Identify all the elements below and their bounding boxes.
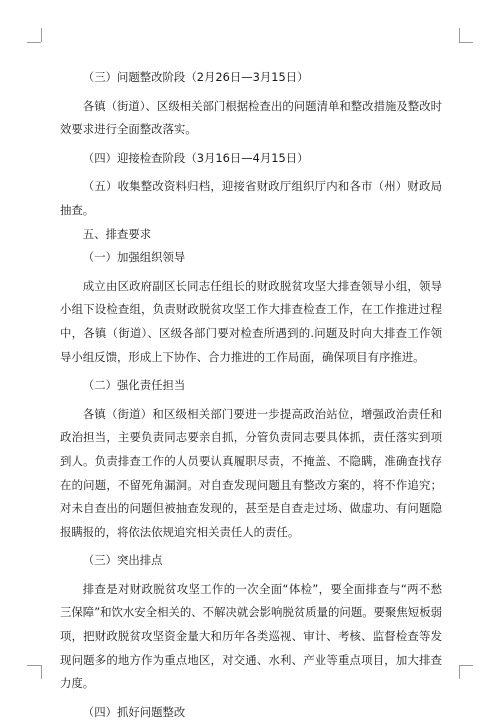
chapter-heading: 五、排查要求 — [82, 226, 152, 241]
section-heading: （五）收集整改资料归档，迎接省财政厅组织厅内和各市（州）财政局抽查。 — [60, 179, 442, 217]
section-heading: （四）迎接检查阶段（3月16日—4月15日） — [82, 150, 309, 165]
section-heading: （三）问题整改阶段（2月26日—3月15日） — [82, 70, 309, 84]
crop-mark-top-right — [459, 28, 460, 42]
crop-mark-bottom-left — [41, 665, 42, 679]
crop-mark-bottom-left — [27, 665, 41, 666]
section-heading: （二）强化责任担当 — [82, 378, 186, 393]
document-body — [60, 66, 442, 724]
crop-mark-top-left — [27, 42, 41, 43]
section-heading: （四）抓好问题整改 — [82, 704, 186, 719]
paragraph: 成立由区政府副区长同志任组长的财政脱贫攻坚大排查领导小组，领导小组下设检查组，负责财政脱贫攻坚工作大排查检查工作，在工作推进过程中，各镇（街道）、区级各部门要对检查所遇到的.问题及时向大排查工作领导小组反馈，形成上下协作、合力推进的工作局面，确保项目有序推进。 — [60, 278, 442, 364]
crop-mark-top-left — [41, 28, 42, 42]
section-heading: （一）加强组织领导 — [82, 250, 186, 265]
paragraph: 各镇（街道）和区级相关部门要进一步提高政治站位，增强政治责任和政治担当，主要负责同志要亲自抓，分管负责同志要具体抓，责任落实到项到人。负责排查工作的人员要认真履职尽责，不掩盖、不隐瞒，准确查找存在的问题，不留死角漏洞。对自查发现问题且有整改方案的，将不作追究；对未自查出的问题但被抽查发现的，甚至是自查走过场、做虚功、有问题隐报瞒报的，将依法依规追究相关责任人的责任。 — [60, 406, 442, 539]
paragraph: 排查是对财政脱贫攻坚工作的一次全面“体检”，要全面排查与“两不愁三保障”和饮水安全相关的、不解决就会影响脱贫质量的问题。要聚焦短板弱项，把财政脱贫攻坚资金量大和历年各类巡视、审计、考核、监督检查等发现问题多的地方作为重点地区，对交通、水利、产业等重点项目，加大排查力度。 — [60, 581, 442, 691]
crop-mark-bottom-right — [459, 665, 460, 679]
paragraph: 各镇（街道）、区级相关部门根据检查出的问题清单和整改措施及整改时效要求进行全面整改落实。 — [60, 98, 442, 137]
crop-mark-bottom-right — [459, 665, 473, 666]
section-heading: （三）突出排点 — [82, 553, 163, 568]
crop-mark-top-right — [459, 42, 473, 43]
